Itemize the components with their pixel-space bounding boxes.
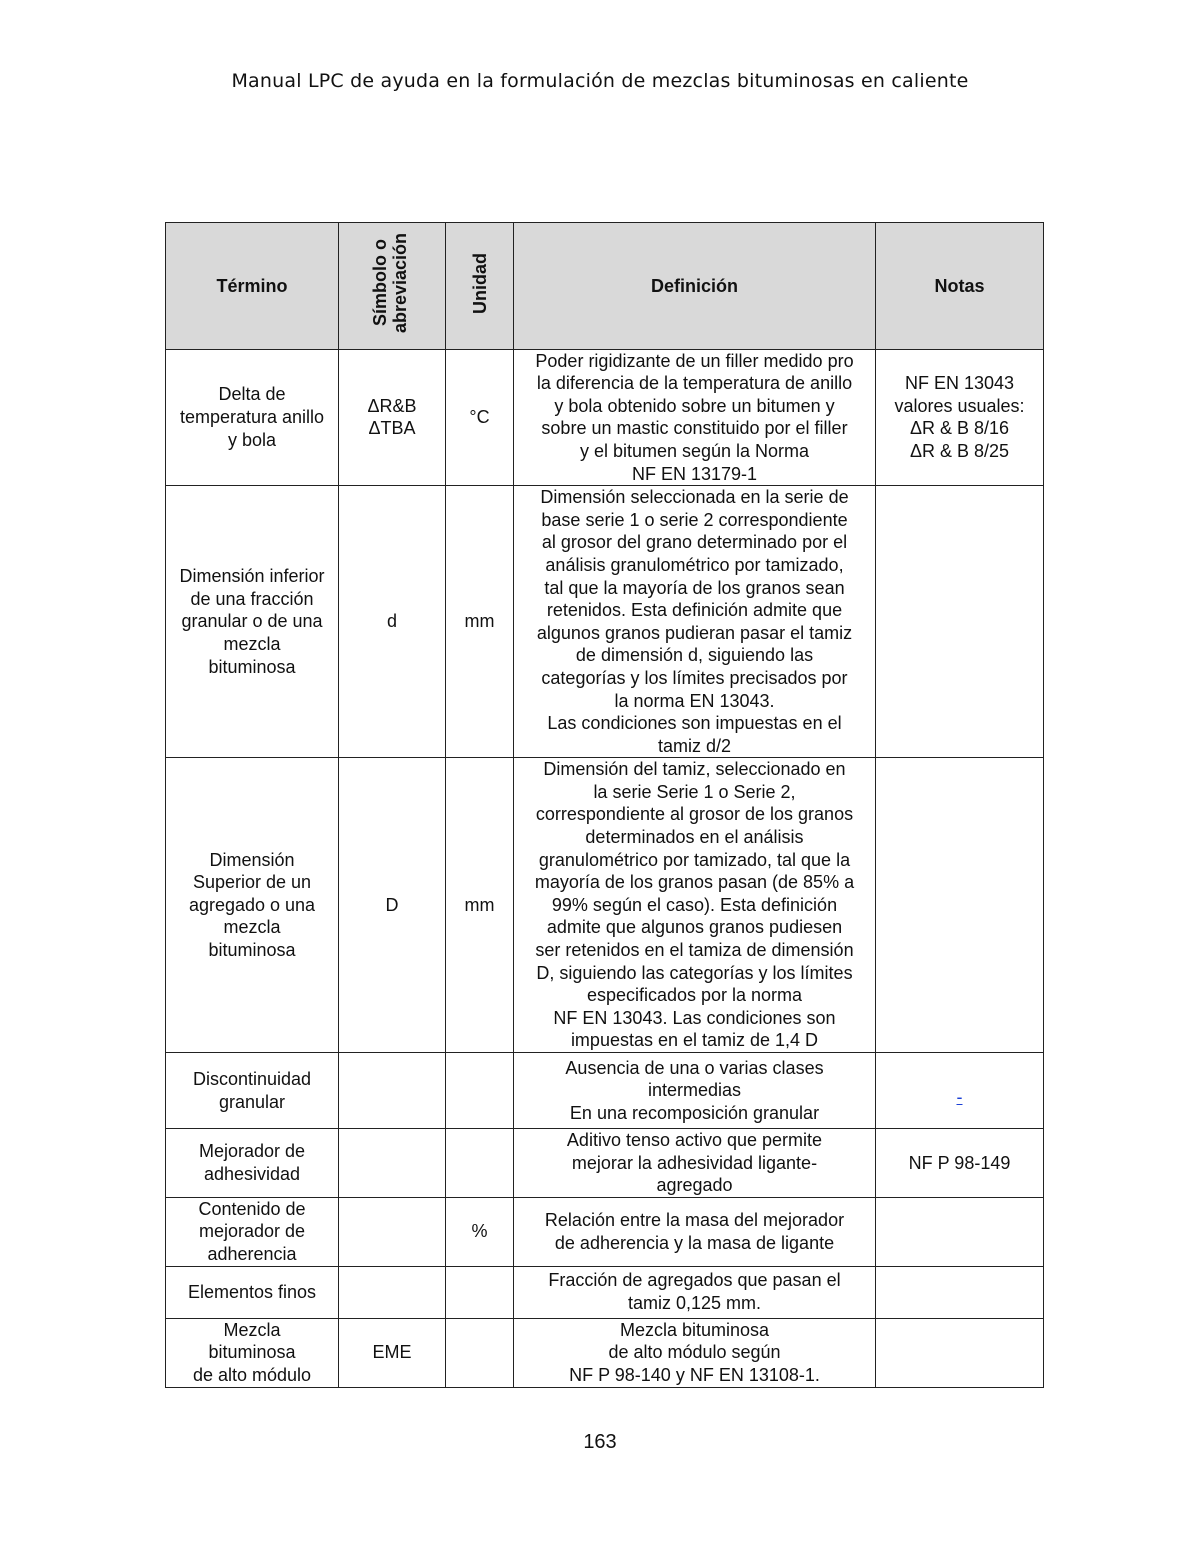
header-term: Término xyxy=(166,223,339,350)
symbol-cell: D xyxy=(339,758,446,1053)
definition-cell: Relación entre la masa del mejorador de adherencia y la masa de ligante xyxy=(514,1197,876,1266)
symbol-cell xyxy=(339,1266,446,1318)
symbol-cell xyxy=(339,1129,446,1198)
notes-cell xyxy=(876,1197,1044,1266)
notes-cell: NF P 98-149 xyxy=(876,1129,1044,1198)
header-unit-label: Unidad xyxy=(469,252,490,314)
term-cell: Delta de temperatura anillo y bola xyxy=(166,349,339,486)
table-row xyxy=(166,1266,1044,1318)
term-cell: Mejorador de adhesividad xyxy=(166,1129,339,1198)
definition-cell: Dimensión seleccionada en la serie de base serie 1 o serie 2 correspondiente al grosor del grano determinado por el análisis granulométrico por tamizado, tal que la mayoría de los granos sean retenidos. Esta definición admite que algunos granos pudieran pasar el tamiz de dimensión d, siguiendo las categorías y los límites precisados por la norma EN 13043. Las condiciones son impuestas en el tamiz d/2 xyxy=(514,486,876,758)
table-row xyxy=(166,1053,1044,1129)
term-cell: Dimensión Superior de un agregado o una mezcla bituminosa xyxy=(166,758,339,1053)
unit-cell: °C xyxy=(446,349,514,486)
table-row xyxy=(166,1129,1044,1198)
unit-cell: mm xyxy=(446,758,514,1053)
term-cell: Elementos finos xyxy=(166,1266,339,1318)
symbol-cell: d xyxy=(339,486,446,758)
symbol-cell: ΔR&B ΔTBA xyxy=(339,349,446,486)
definition-cell: Aditivo tenso activo que permite mejorar la adhesividad ligante- agregado xyxy=(514,1129,876,1198)
unit-cell xyxy=(446,1266,514,1318)
symbol-cell xyxy=(339,1053,446,1129)
unit-cell: % xyxy=(446,1197,514,1266)
table-row xyxy=(166,349,1044,486)
notes-cell xyxy=(876,758,1044,1053)
table-row xyxy=(166,486,1044,758)
unit-cell xyxy=(446,1053,514,1129)
table-row xyxy=(166,1197,1044,1266)
header-symbol xyxy=(339,223,446,350)
notes-cell xyxy=(876,1318,1044,1387)
definition-cell: Dimensión del tamiz, seleccionado en la serie Serie 1 o Serie 2, correspondiente al grosor de los granos determinados en el análisis granulométrico por tamizado, tal que la mayoría de los granos pasan (de 85% a 99% según el caso). Esta definición admite que algunos granos pudiesen ser retenidos en el tamiza de dimensión D, siguiendo las categorías y los límites especificados por la norma NF EN 13043. Las condiciones son impuestas en el tamiz de 1,4 D xyxy=(514,758,876,1053)
term-cell: Discontinuidad granular xyxy=(166,1053,339,1129)
glossary-table xyxy=(165,222,1044,1388)
notes-cell xyxy=(876,1266,1044,1318)
term-cell: Mezcla bituminosa de alto módulo xyxy=(166,1318,339,1387)
notes-link[interactable]: - xyxy=(956,1087,963,1108)
header-unit xyxy=(446,223,514,350)
notes-cell xyxy=(876,1053,1044,1129)
definition-cell: Poder rigidizante de un filler medido pro la diferencia de la temperatura de anillo y bola obtenido sobre un bitumen y sobre un mastic constituido por el filler y el bitumen según la Norma NF EN 13179-1 xyxy=(514,349,876,486)
header-symbol-label: Símbolo o abreviación xyxy=(370,232,410,334)
table-row xyxy=(166,758,1044,1053)
definition-cell: Mezcla bituminosa de alto módulo según NF P 98-140 y NF EN 13108-1. xyxy=(514,1318,876,1387)
table-header-row xyxy=(166,223,1044,350)
page-number: 163 xyxy=(583,1431,617,1453)
header-notes: Notas xyxy=(876,223,1044,350)
symbol-cell xyxy=(339,1197,446,1266)
definition-cell: Fracción de agregados que pasan el tamiz 0,125 mm. xyxy=(514,1266,876,1318)
unit-cell: mm xyxy=(446,486,514,758)
unit-cell xyxy=(446,1129,514,1198)
notes-cell: NF EN 13043 valores usuales: ΔR & B 8/16 ΔR & B 8/25 xyxy=(876,349,1044,486)
page-header: Manual LPC de ayuda en la formulación de mezclas bituminosas en caliente xyxy=(231,70,969,92)
unit-cell xyxy=(446,1318,514,1387)
notes-cell xyxy=(876,486,1044,758)
definition-cell: Ausencia de una o varias clases intermedias En una recomposición granular xyxy=(514,1053,876,1129)
symbol-cell: EME xyxy=(339,1318,446,1387)
term-cell: Dimensión inferior de una fracción granular o de una mezcla bituminosa xyxy=(166,486,339,758)
term-cell: Contenido de mejorador de adherencia xyxy=(166,1197,339,1266)
header-definition: Definición xyxy=(514,223,876,350)
table-row xyxy=(166,1318,1044,1387)
